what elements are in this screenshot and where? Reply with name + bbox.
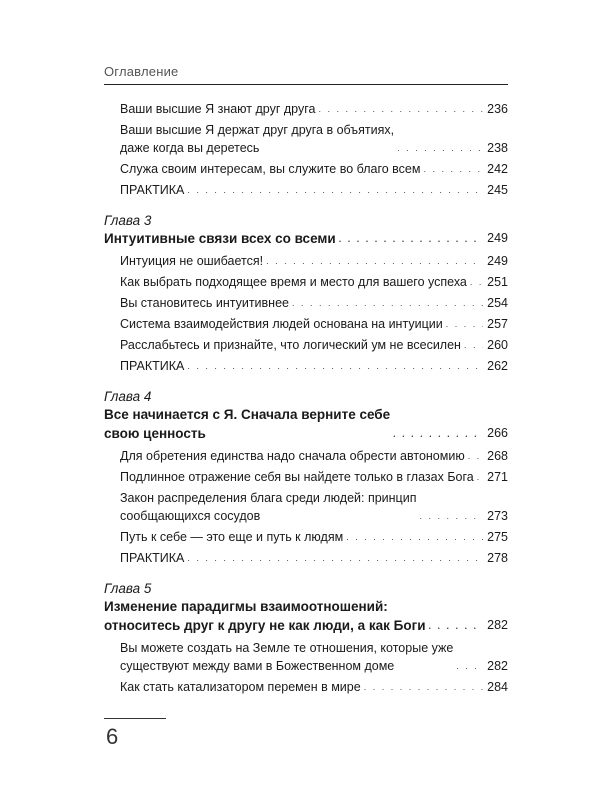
dot-leader — [292, 298, 483, 308]
toc-entry-title: Интуиция не ошибается! — [120, 254, 264, 268]
running-header: Оглавление — [104, 64, 179, 79]
toc-entry-page: 242 — [487, 162, 508, 176]
toc-entry-title: ПРАКТИКА — [120, 551, 185, 565]
toc-entry-title: Для обретения единства надо сначала обрести автономию — [120, 449, 465, 463]
chapter-title: Интуитивные связи всех со всеми — [104, 231, 336, 246]
dot-leader — [429, 621, 484, 631]
table-of-contents — [104, 100, 508, 699]
dot-leader — [187, 553, 483, 563]
toc-entry-title: Путь к себе — это еще и путь к людям — [120, 530, 344, 544]
toc-entry[interactable] — [104, 639, 508, 675]
chapter-title-entry[interactable] — [104, 229, 508, 248]
chapter-label: Глава 3 — [104, 213, 152, 228]
toc-entry[interactable] — [104, 549, 508, 567]
dot-leader — [187, 185, 483, 195]
chapter-page: 249 — [487, 231, 508, 245]
chapter-page: 282 — [487, 618, 508, 632]
toc-entry-page: 268 — [487, 449, 508, 463]
toc-entry-title: Расслабьтесь и признайте, что логический ум не всесилен — [120, 338, 461, 352]
toc-entry-title: Ваши высшие Я держат друг друга в объятиях, даже когда вы деретесь — [120, 123, 395, 155]
dot-leader — [468, 451, 483, 461]
toc-entry-page: 262 — [487, 359, 508, 373]
toc-entry[interactable] — [104, 528, 508, 546]
toc-entry[interactable] — [104, 447, 508, 465]
dot-leader — [464, 340, 483, 350]
chapter-3 — [104, 213, 508, 375]
toc-entry-page: 282 — [487, 659, 508, 673]
toc-entry[interactable] — [104, 468, 508, 486]
dot-leader — [446, 319, 483, 329]
dot-leader — [346, 532, 483, 542]
toc-entry[interactable] — [104, 357, 508, 375]
toc-entry-title: Вы можете создать на Земле те отношения, которые уже существуют между вами в Божественном доме — [120, 641, 454, 673]
toc-entry-page: 254 — [487, 296, 508, 310]
dot-leader — [187, 361, 483, 371]
toc-entry-page: 238 — [487, 141, 508, 155]
top-entries — [104, 100, 508, 199]
toc-entry-title: Закон распределения блага среди людей: принцип сообщающихся сосудов — [120, 491, 417, 523]
chapter-title: Все начинается с Я. Сначала верните себе свою ценность — [104, 407, 391, 441]
chapter-5 — [104, 581, 508, 696]
toc-entry-page: 236 — [487, 102, 508, 116]
toc-entry-title: ПРАКТИКА — [120, 183, 185, 197]
toc-entry[interactable] — [104, 315, 508, 333]
toc-entry-page: 245 — [487, 183, 508, 197]
toc-entry-page: 284 — [487, 680, 508, 694]
chapter-4 — [104, 389, 508, 567]
chapter-label: Глава 5 — [104, 581, 152, 596]
toc-entry[interactable] — [104, 489, 508, 525]
toc-entry-page: 251 — [487, 275, 508, 289]
dot-leader — [419, 511, 483, 521]
dot-leader — [470, 277, 483, 287]
dot-leader — [393, 429, 483, 439]
header-rule — [104, 84, 508, 85]
toc-entry-title: Служа своим интересам, вы служите во благо всем — [120, 162, 421, 176]
toc-entry-title: Как выбрать подходящее время и место для вашего успеха — [120, 275, 467, 289]
dot-leader — [364, 682, 483, 692]
toc-entry-title: ПРАКТИКА — [120, 359, 185, 373]
toc-entry[interactable] — [104, 160, 508, 178]
toc-entry-page: 260 — [487, 338, 508, 352]
dot-leader — [477, 472, 483, 482]
toc-entry-title: Подлинное отражение себя вы найдете только в глазах Бога — [120, 470, 474, 484]
toc-entry[interactable] — [104, 294, 508, 312]
toc-entry-page: 275 — [487, 530, 508, 544]
toc-entry-title: Вы становитесь интуитивнее — [120, 296, 289, 310]
toc-entry-title: Система взаимодействия людей основана на интуиции — [120, 317, 443, 331]
chapter-title-entry[interactable] — [104, 405, 508, 443]
toc-entry[interactable] — [104, 252, 508, 270]
toc-entry[interactable] — [104, 273, 508, 291]
chapter-page: 266 — [487, 426, 508, 440]
toc-entry-page: 249 — [487, 254, 508, 268]
toc-entry[interactable] — [104, 121, 508, 157]
dot-leader — [266, 256, 483, 266]
toc-entry-page: 273 — [487, 509, 508, 523]
dot-leader — [397, 143, 483, 153]
toc-entry-page: 257 — [487, 317, 508, 331]
chapter-title-entry[interactable] — [104, 597, 508, 635]
dot-leader — [423, 164, 483, 174]
dot-leader — [339, 234, 483, 244]
toc-entry-page: 271 — [487, 470, 508, 484]
toc-entry[interactable] — [104, 181, 508, 199]
toc-entry[interactable] — [104, 100, 508, 118]
toc-entry[interactable] — [104, 336, 508, 354]
dot-leader — [318, 104, 483, 114]
dot-leader — [456, 661, 483, 671]
footer-rule — [104, 718, 166, 719]
chapter-label: Глава 4 — [104, 389, 152, 404]
toc-entry-title: Ваши высшие Я знают друг друга — [120, 102, 316, 116]
toc-entry-title: Как стать катализатором перемен в мире — [120, 680, 361, 694]
toc-entry[interactable] — [104, 678, 508, 696]
chapter-title: Изменение парадигмы взаимоотношений: относитесь друг к другу не как люди, а как Боги — [104, 599, 426, 633]
toc-entry-page: 278 — [487, 551, 508, 565]
page-number: 6 — [106, 724, 119, 749]
